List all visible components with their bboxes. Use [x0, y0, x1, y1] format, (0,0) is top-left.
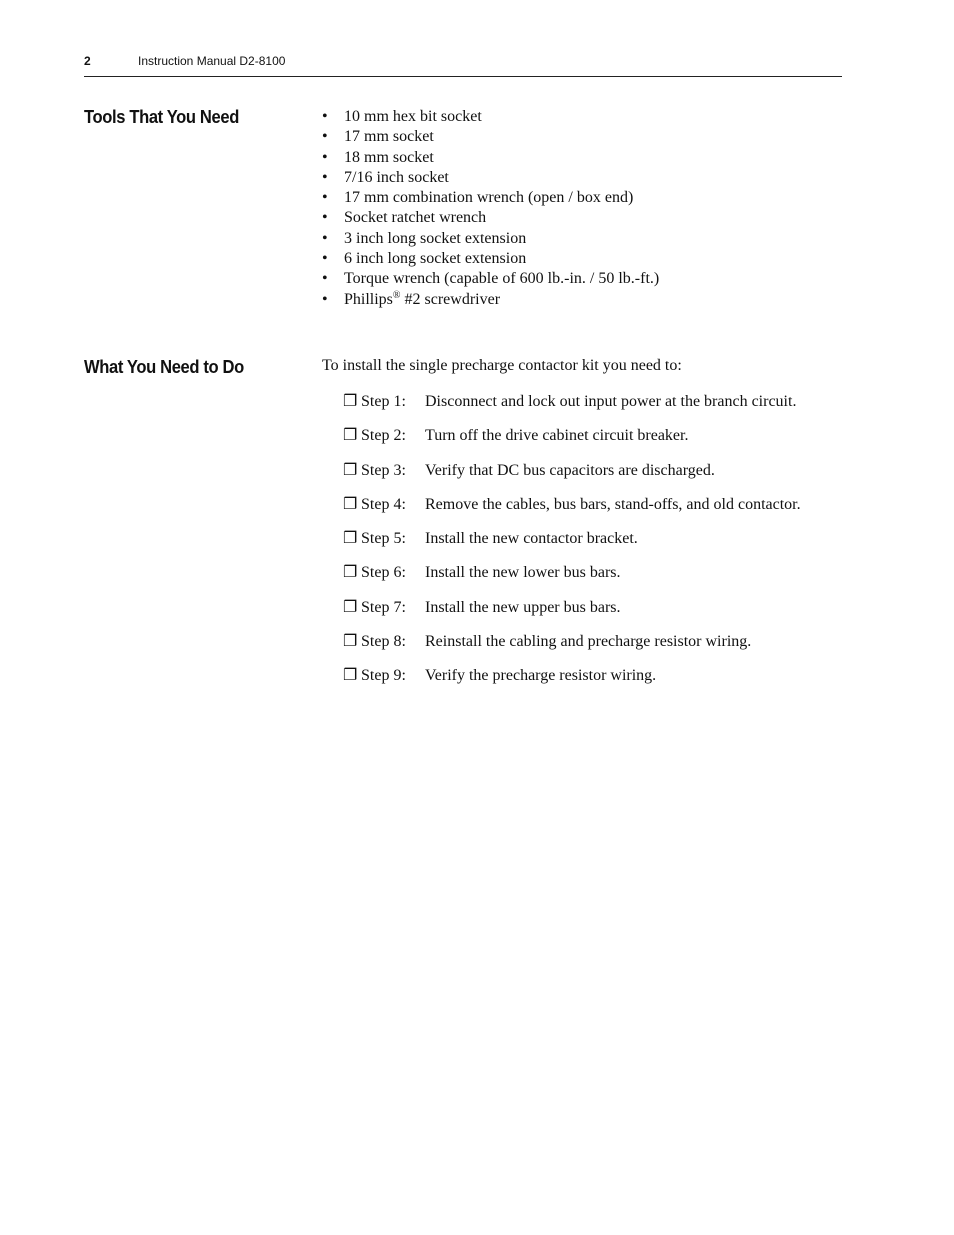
- bullet-icon: •: [322, 108, 328, 125]
- step-label: Step 2:: [361, 427, 406, 445]
- step-label: Step 4:: [361, 495, 406, 513]
- step-text: Install the new upper bus bars.: [425, 598, 621, 616]
- bullet-icon: •: [322, 168, 328, 186]
- tool-item-label: 3 inch long socket extension: [344, 229, 527, 247]
- list-item: [322, 249, 659, 269]
- bullet-icon: •: [322, 209, 328, 227]
- step-text: Turn off the drive cabinet circuit breaker.: [425, 427, 689, 445]
- steps-list: [343, 391, 801, 700]
- page-header: [84, 52, 842, 77]
- step-text: Remove the cables, bus bars, stand-offs, and old contactor.: [425, 495, 801, 513]
- bullet-icon: •: [322, 148, 328, 166]
- todo-intro: To install the single precharge contactor kit you need to:: [322, 357, 682, 374]
- todo-heading: What You Need to Do: [84, 357, 244, 377]
- checkbox-icon: ❐: [343, 530, 358, 548]
- step-item: [343, 597, 801, 631]
- list-item: [322, 168, 659, 188]
- list-item: [322, 269, 659, 289]
- checkbox-icon: ❐: [343, 667, 358, 685]
- checkbox-icon: ❐: [343, 495, 358, 513]
- step-item: [343, 494, 801, 528]
- step-label: Step 8:: [361, 633, 406, 651]
- tool-item-label: Socket ratchet wrench: [344, 209, 487, 227]
- step-item: [343, 460, 801, 494]
- step-text: Reinstall the cabling and precharge resistor wiring.: [425, 633, 752, 651]
- tool-item-label-rest: #2 screwdriver: [400, 290, 501, 308]
- bullet-icon: •: [322, 128, 328, 146]
- step-text: Verify the precharge resistor wiring.: [425, 667, 657, 685]
- checkbox-icon: ❐: [343, 633, 358, 651]
- step-text: Install the new lower bus bars.: [425, 564, 621, 582]
- checkbox-icon: ❐: [343, 598, 358, 616]
- manual-title: Instruction Manual D2-8100: [138, 54, 286, 68]
- tool-item-label: Torque wrench (capable of 600 lb.-in. / 50 lb.-ft.): [344, 270, 660, 288]
- bullet-icon: •: [322, 250, 328, 268]
- checkbox-icon: ❐: [343, 427, 358, 445]
- bullet-icon: •: [322, 270, 328, 288]
- tool-item-label: 6 inch long socket extension: [344, 250, 527, 268]
- tool-item-label: 17 mm socket: [344, 128, 434, 146]
- step-label: Step 6:: [361, 564, 406, 582]
- step-item: [343, 562, 801, 596]
- tool-item-label: 10 mm hex bit socket: [344, 108, 482, 125]
- list-item: [322, 107, 659, 127]
- tools-list: [322, 107, 659, 310]
- step-item: [343, 425, 801, 459]
- step-label: Step 1:: [361, 393, 406, 410]
- step-label: Step 7:: [361, 598, 406, 616]
- tools-heading: Tools That You Need: [84, 107, 239, 127]
- list-item: [322, 290, 659, 310]
- step-text: Disconnect and lock out input power at the branch circuit.: [425, 393, 797, 410]
- step-item: [343, 528, 801, 562]
- step-text: Install the new contactor bracket.: [425, 530, 638, 548]
- step-item: [343, 665, 801, 699]
- bullet-icon: •: [322, 229, 328, 247]
- list-item: [322, 208, 659, 228]
- tool-item-label: 17 mm combination wrench (open / box end): [344, 189, 634, 207]
- tool-item-label-brand: Phillips: [344, 290, 393, 308]
- list-item: [322, 229, 659, 249]
- registered-mark: ®: [392, 289, 401, 301]
- list-item: [322, 148, 659, 168]
- tool-item-label: 18 mm socket: [344, 148, 434, 166]
- checkbox-icon: ❐: [343, 461, 358, 479]
- bullet-icon: •: [322, 189, 328, 207]
- bullet-icon: •: [322, 290, 328, 308]
- step-item: [343, 631, 801, 665]
- list-item: [322, 188, 659, 208]
- step-label: Step 9:: [361, 667, 406, 685]
- step-label: Step 5:: [361, 530, 406, 548]
- tool-item-label: 7/16 inch socket: [344, 168, 449, 186]
- step-label: Step 3:: [361, 461, 406, 479]
- list-item: [322, 127, 659, 147]
- checkbox-icon: ❐: [343, 393, 358, 410]
- step-item: [343, 391, 801, 425]
- step-text: Verify that DC bus capacitors are discharged.: [425, 461, 715, 479]
- checkbox-icon: ❐: [343, 564, 358, 582]
- page-number: 2: [84, 54, 91, 68]
